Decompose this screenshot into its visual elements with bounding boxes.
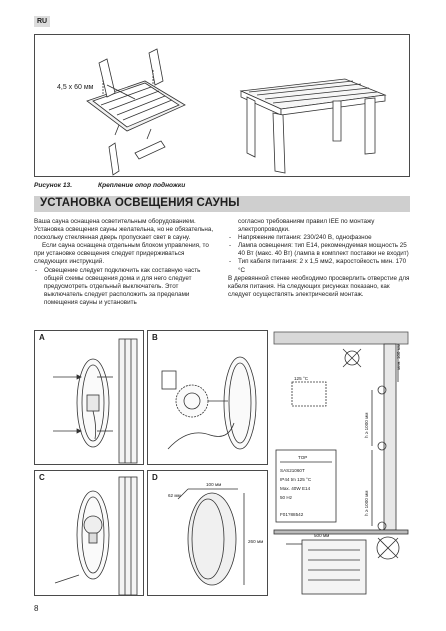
figure-13-caption-label: Рисунок 13.	[34, 182, 73, 189]
panel-d	[147, 470, 268, 596]
page-number: 8	[34, 604, 39, 613]
label-top: TOP	[298, 455, 308, 460]
label-code: F01?88542	[280, 512, 304, 517]
bullet-list	[228, 234, 410, 274]
list-item: - Лампа освещения: тип E14, рекомендуемая мощность 25 40 Вт (макс. 40 Вт) (лампа в комплект поставки не входит)	[228, 242, 410, 258]
temperature-label: 125 °C	[294, 376, 309, 381]
figure-13-caption	[34, 182, 185, 189]
label-power: Max. 40W E14	[280, 486, 311, 491]
footstool-drawing	[35, 35, 411, 178]
panel-b	[147, 330, 268, 465]
figure-13-illustration	[34, 34, 410, 177]
label-model: SAS21060T	[280, 468, 305, 473]
panel-letter: C	[39, 473, 45, 482]
label-frequency: 50 Hz	[280, 495, 293, 500]
bullet-list	[34, 267, 214, 307]
paragraph: Ваша сауна оснащена осветительным оборудованием. Установка освещения сауны желательна, но не обязательна, поскольку стеклянная дверь пропускает свет в сауну.	[34, 218, 214, 242]
list-item: - Напряжение питания: 230/240 В, однофазное	[228, 234, 410, 242]
section-title: УСТАНОВКА ОСВЕЩЕНИЯ САУНЫ	[40, 197, 240, 209]
lamp-base-drawing	[35, 331, 144, 465]
panel-letter: A	[39, 333, 45, 342]
dimension-middle: h ≥ 1000 мм	[364, 412, 369, 438]
installation-drawing	[272, 330, 410, 596]
lamp-cover-drawing	[148, 471, 268, 596]
language-badge: RU	[34, 16, 50, 27]
text-column-left	[34, 218, 214, 307]
panel-a	[34, 330, 144, 465]
dimension-top: мин. 100 мм	[396, 343, 401, 370]
paragraph: Если сауна оснащена отдельным блоком управления, то при установке освещения следует придерживаться следующих инструкций.	[34, 242, 209, 266]
text-column-right	[228, 218, 410, 299]
list-item: - Тип кабеля питания: 2 x 1,5 мм2, жаростойкость мин. 170 °C	[228, 258, 410, 274]
lamp-wiring-drawing	[148, 331, 268, 465]
dimension-top: 62 мм	[168, 493, 181, 498]
installation-diagram	[272, 330, 410, 596]
label-ip-rating: IP44 tm 125 °C	[280, 477, 312, 482]
figure-13-caption-text: Крепление опор подножки	[98, 182, 186, 189]
dimension-lower: h ≥ 1000 мм	[364, 490, 369, 516]
panel-letter: B	[152, 333, 158, 342]
dimension-bottom: 500 мм	[314, 533, 330, 538]
paragraph: согласно требованиям правил IEE по монтажу электропроводки.	[238, 218, 375, 234]
list-item: - Освещение следует подключить как составную часть общей схемы освещения дома и для него следует предусмотреть отдельный выключатель. Этот выключатель следует расположить за пределами помещения сауны и установить	[34, 267, 214, 307]
panel-letter: D	[152, 473, 158, 482]
dimension-height: 260 мм	[248, 539, 264, 544]
paragraph: В деревянной стенке необходимо просверлить отверстие для кабеля питания. На следующих рисунках показано, как следует осуществлять электрический монтаж.	[228, 274, 410, 298]
panel-c	[34, 470, 144, 596]
figure-13-dimension: 4,5 x 60 мм	[57, 84, 94, 91]
dimension-width: 100 мм	[206, 482, 222, 487]
lamp-bulb-drawing	[35, 471, 144, 596]
